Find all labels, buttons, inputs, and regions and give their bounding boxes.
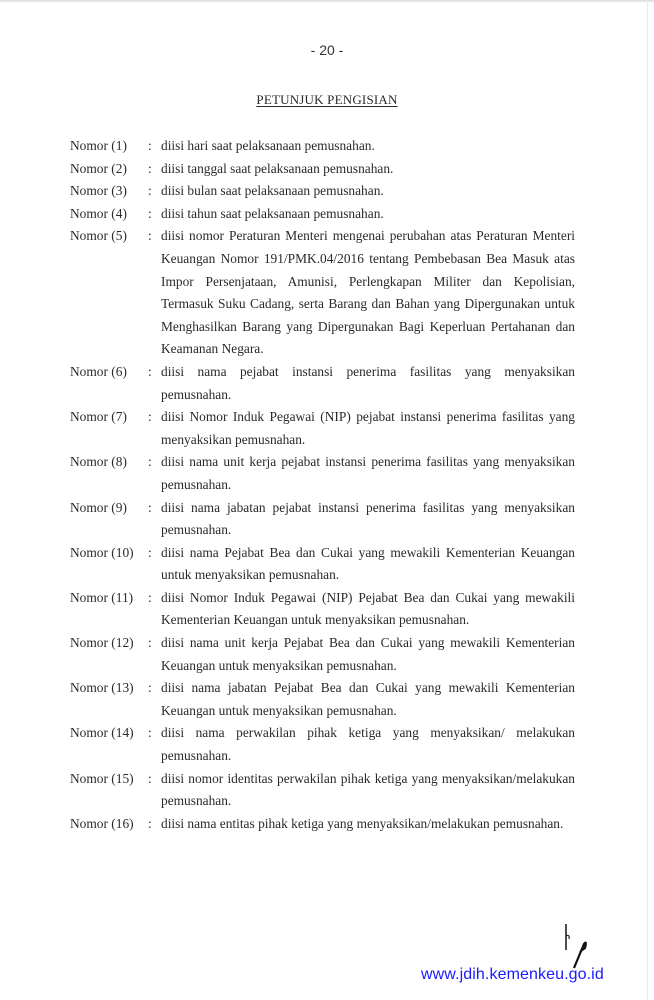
list-item	[70, 677, 575, 722]
entry-colon: :	[148, 589, 152, 605]
entry-label: Nomor (12)	[70, 635, 134, 651]
entry-text: diisi nama perwakilan pihak ketiga yang menyaksikan/ melakukan pemusnahan.	[161, 725, 575, 764]
entry-text: diisi nama pejabat instansi penerima fasilitas yang menyaksikan pemusnahan.	[161, 363, 575, 402]
entry-text: diisi nomor Peraturan Menteri mengenai perubahan atas Peraturan Menteri Keuangan Nomor 191/PMK.04/2016 tentang Pembebasan Bea Masuk atas Impor Persenjataan, Amunisi, Perlengkapan Militer dan Kepolisian, Termasuk Suku Cadang, serta Barang dan Bahan yang Dipergunakan untuk Menghasilkan Barang yang Dipergunakan Bagi Keperluan Pertahanan dan Keamanan Negara.	[161, 228, 575, 357]
entry-text: diisi hari saat pelaksanaan pemusnahan.	[161, 138, 375, 153]
entry-text: diisi nama unit kerja pejabat instansi penerima fasilitas yang menyaksikan pemusnahan.	[161, 454, 575, 492]
list-item	[70, 180, 575, 203]
list-item	[70, 497, 575, 542]
list-item	[70, 632, 575, 677]
initials-signature-icon	[560, 922, 600, 972]
entry-text: diisi nomor identitas perwakilan pihak ketiga yang menyaksikan/melakukan pemusnahan.	[161, 770, 575, 809]
page-title-text: PETUNJUK PENGISIAN	[256, 92, 398, 107]
entry-text: diisi nama unit kerja Pejabat Bea dan Cukai yang mewakili Kementerian Keuangan untuk menyaksikan pemusnahan.	[161, 635, 575, 673]
entry-label: Nomor (8)	[70, 454, 127, 470]
page-right-edge	[647, 0, 648, 1000]
entry-colon: :	[148, 454, 152, 470]
list-item	[70, 361, 575, 406]
entry-colon: :	[148, 205, 152, 221]
entry-label: Nomor (13)	[70, 680, 134, 696]
entry-colon: :	[148, 228, 152, 244]
entry-text: diisi bulan saat pelaksanaan pemusnahan.	[161, 183, 384, 199]
list-item	[70, 451, 575, 496]
entry-text: diisi tahun saat pelaksanaan pemusnahan.	[161, 205, 384, 221]
footer-url-link[interactable]: www.jdih.kemenkeu.go.id	[421, 966, 604, 983]
entry-text: diisi nama jabatan Pejabat Bea dan Cukai yang mewakili Kementerian Keuangan untuk menyaksikan pemusnahan.	[161, 680, 575, 718]
list-item	[70, 722, 575, 767]
list-item	[70, 587, 575, 632]
entry-text: diisi nama entitas pihak ketiga yang menyaksikan/melakukan pemusnahan.	[161, 815, 564, 831]
entry-colon: :	[148, 409, 152, 425]
entry-colon: :	[148, 160, 152, 176]
page-title	[0, 92, 654, 108]
entry-text: diisi nama Pejabat Bea dan Cukai yang mewakili Kementerian Keuangan untuk menyaksikan pemusnahan.	[161, 544, 575, 583]
list-item	[70, 813, 575, 836]
entry-colon: :	[148, 138, 152, 153]
entry-label: Nomor (9)	[70, 499, 127, 515]
entry-text: diisi nama jabatan pejabat instansi penerima fasilitas yang menyaksikan pemusnahan.	[161, 499, 575, 538]
entry-label: Nomor (6)	[70, 363, 127, 379]
list-item	[70, 158, 575, 181]
entry-text: diisi tanggal saat pelaksanaan pemusnahan.	[161, 160, 394, 176]
list-item	[70, 542, 575, 587]
entry-colon: :	[148, 499, 152, 515]
list-item	[70, 225, 575, 361]
entry-label: Nomor (16)	[70, 815, 134, 831]
entry-label: Nomor (3)	[70, 183, 127, 199]
list-item	[70, 135, 575, 158]
list-item	[70, 768, 575, 813]
entry-label: Nomor (5)	[70, 228, 127, 244]
instructions-list	[70, 135, 575, 835]
entry-label: Nomor (1)	[70, 138, 127, 153]
entry-text: diisi Nomor Induk Pegawai (NIP) Pejabat Bea dan Cukai yang mewakili Kementerian Keuangan untuk menyaksikan pemusnahan.	[161, 589, 575, 628]
list-item	[70, 203, 575, 226]
entry-colon: :	[148, 725, 152, 741]
entry-colon: :	[148, 544, 152, 560]
entry-label: Nomor (4)	[70, 205, 127, 221]
entry-colon: :	[148, 183, 152, 199]
entry-colon: :	[148, 680, 152, 696]
entry-label: Nomor (10)	[70, 544, 134, 560]
entry-colon: :	[148, 635, 152, 651]
list-item	[70, 406, 575, 451]
entry-label: Nomor (2)	[70, 160, 127, 176]
page-top-edge	[0, 0, 654, 3]
entry-colon: :	[148, 363, 152, 379]
entry-label: Nomor (11)	[70, 589, 134, 605]
entry-label: Nomor (15)	[70, 770, 134, 786]
page-number: - 20 -	[310, 42, 344, 58]
entry-text: diisi Nomor Induk Pegawai (NIP) pejabat instansi penerima fasilitas yang menyaksikan pemusnahan.	[161, 409, 575, 447]
entry-colon: :	[148, 770, 152, 786]
entry-label: Nomor (14)	[70, 725, 134, 741]
entry-label: Nomor (7)	[70, 409, 127, 425]
entry-colon: :	[148, 815, 152, 831]
